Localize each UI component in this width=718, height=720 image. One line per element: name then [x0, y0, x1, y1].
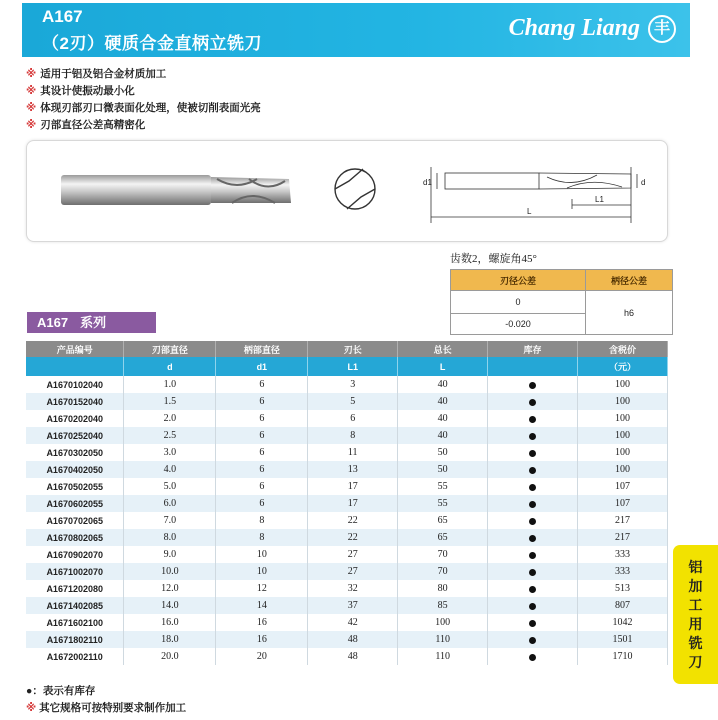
value-cell: 6 [216, 461, 308, 478]
spec-table [26, 341, 668, 665]
value-cell: 8 [308, 427, 398, 444]
cross-section-icon [335, 169, 375, 209]
stock-dot-icon [529, 569, 536, 576]
value-cell: 1710 [578, 648, 668, 665]
series-code: A167 [37, 315, 69, 330]
product-code-cell: A1670902070 [26, 546, 124, 563]
stock-dot-icon [529, 535, 536, 542]
value-cell: 7.0 [124, 512, 216, 529]
table-row [26, 546, 668, 563]
value-cell: 14 [216, 597, 308, 614]
asterisk-mark-icon: ※ [26, 85, 37, 97]
value-cell: 27 [308, 563, 398, 580]
value-cell: 18.0 [124, 631, 216, 648]
stock-dot-icon [529, 450, 536, 457]
side-tab-char: 铝 [688, 559, 703, 575]
value-cell: 100 [398, 614, 488, 631]
table-subheader-row [26, 357, 668, 376]
value-cell: 10.0 [124, 563, 216, 580]
product-code-cell: A1671002070 [26, 563, 124, 580]
tolerance-header-blade: 刃径公差 [451, 270, 586, 291]
value-cell: 40 [398, 376, 488, 393]
stock-dot-icon [529, 399, 536, 406]
value-cell: 22 [308, 512, 398, 529]
blade-tolerance-lower: -0.020 [451, 314, 586, 335]
table-row [26, 631, 668, 648]
table-row [26, 580, 668, 597]
table-row [26, 427, 668, 444]
table-header-row [26, 341, 668, 357]
stock-cell [488, 495, 578, 512]
value-cell: 8.0 [124, 529, 216, 546]
column-header: 库存 [488, 341, 578, 357]
table-row [26, 597, 668, 614]
value-cell: 16 [216, 614, 308, 631]
spec-table-body [26, 376, 668, 665]
stock-cell [488, 529, 578, 546]
column-subheader: d1 [216, 357, 308, 376]
value-cell: 807 [578, 597, 668, 614]
value-cell: 6 [216, 444, 308, 461]
table-row [26, 393, 668, 410]
stock-cell [488, 563, 578, 580]
product-code-cell: A1671802110 [26, 631, 124, 648]
product-code-cell: A1670802065 [26, 529, 124, 546]
column-subheader: （元） [578, 357, 668, 376]
value-cell: 70 [398, 563, 488, 580]
feature-item [26, 100, 261, 117]
column-subheader [488, 357, 578, 376]
value-cell: 6 [308, 410, 398, 427]
value-cell: 100 [578, 393, 668, 410]
value-cell: 1042 [578, 614, 668, 631]
dimension-drawing [431, 167, 637, 223]
product-code-cell: A1670102040 [26, 376, 124, 393]
value-cell: 40 [398, 410, 488, 427]
product-code-cell: A1670602055 [26, 495, 124, 512]
value-cell: 333 [578, 563, 668, 580]
footnote-item [26, 700, 186, 717]
value-cell: 6.0 [124, 495, 216, 512]
value-cell: 217 [578, 512, 668, 529]
stock-cell [488, 512, 578, 529]
feature-text: 体现刃部刃口微表面化处理，使被切削表面光亮 [40, 102, 261, 114]
column-subheader: L [398, 357, 488, 376]
footnote-text: 其它规格可按特别要求制作加工 [36, 702, 187, 714]
stock-dot-icon [529, 586, 536, 593]
stock-cell [488, 461, 578, 478]
footnote-text: ：表示有库存 [32, 685, 96, 697]
feature-item [26, 83, 261, 100]
product-code: A167 [42, 7, 83, 26]
value-cell: 513 [578, 580, 668, 597]
stock-dot-icon [529, 484, 536, 491]
table-row [26, 495, 668, 512]
column-header: 含税价 [578, 341, 668, 357]
product-code-cell: A1671602100 [26, 614, 124, 631]
stock-cell [488, 631, 578, 648]
category-side-tab [673, 545, 718, 684]
value-cell: 70 [398, 546, 488, 563]
side-tab-char: 铣 [688, 635, 703, 651]
brand-logo-icon: 丰 [648, 15, 676, 43]
asterisk-mark-icon: ※ [26, 702, 37, 714]
value-cell: 80 [398, 580, 488, 597]
value-cell: 100 [578, 376, 668, 393]
side-tab-char: 刀 [688, 654, 703, 670]
stock-dot-icon [529, 501, 536, 508]
end-mill-photo [61, 175, 291, 205]
dim-label-d: d [641, 178, 646, 187]
value-cell: 110 [398, 631, 488, 648]
stock-cell [488, 393, 578, 410]
value-cell: 27 [308, 546, 398, 563]
value-cell: 107 [578, 495, 668, 512]
blade-tolerance-upper: 0 [451, 291, 586, 314]
value-cell: 8 [216, 512, 308, 529]
column-subheader [26, 357, 124, 376]
stock-dot-icon [529, 654, 536, 661]
asterisk-mark-icon: ※ [26, 102, 37, 114]
value-cell: 6 [216, 410, 308, 427]
value-cell: 13 [308, 461, 398, 478]
value-cell: 6 [216, 427, 308, 444]
series-text: 系列 [80, 315, 107, 330]
tolerance-table [450, 269, 673, 335]
product-code-cell: A1670702065 [26, 512, 124, 529]
value-cell: 107 [578, 478, 668, 495]
stock-dot-icon [529, 416, 536, 423]
stock-dot-icon [529, 518, 536, 525]
table-row [26, 512, 668, 529]
stock-cell [488, 580, 578, 597]
product-code-cell: A1670252040 [26, 427, 124, 444]
side-tab-char: 工 [688, 597, 703, 613]
stock-dot-icon: ● [26, 685, 33, 697]
value-cell: 110 [398, 648, 488, 665]
table-row [26, 410, 668, 427]
side-tab-char: 用 [688, 616, 703, 632]
value-cell: 40 [398, 393, 488, 410]
product-code-cell: A1671202080 [26, 580, 124, 597]
feature-text: 刃部直径公差高精密化 [40, 119, 146, 131]
value-cell: 12.0 [124, 580, 216, 597]
dim-label-L: L [527, 207, 532, 216]
value-cell: 11 [308, 444, 398, 461]
value-cell: 48 [308, 631, 398, 648]
asterisk-mark-icon: ※ [26, 68, 37, 80]
value-cell: 100 [578, 461, 668, 478]
value-cell: 100 [578, 427, 668, 444]
column-subheader: L1 [308, 357, 398, 376]
value-cell: 1.0 [124, 376, 216, 393]
column-header: 刃长 [308, 341, 398, 357]
table-row [26, 529, 668, 546]
stock-dot-icon [529, 620, 536, 627]
value-cell: 65 [398, 529, 488, 546]
table-row [26, 478, 668, 495]
value-cell: 5 [308, 393, 398, 410]
tool-illustration [27, 141, 667, 241]
product-code-cell: A1670402050 [26, 461, 124, 478]
value-cell: 4.0 [124, 461, 216, 478]
value-cell: 333 [578, 546, 668, 563]
value-cell: 3 [308, 376, 398, 393]
page-header [22, 3, 690, 57]
value-cell: 32 [308, 580, 398, 597]
value-cell: 217 [578, 529, 668, 546]
value-cell: 48 [308, 648, 398, 665]
value-cell: 2.0 [124, 410, 216, 427]
value-cell: 6 [216, 393, 308, 410]
value-cell: 1501 [578, 631, 668, 648]
stock-dot-icon [529, 467, 536, 474]
feature-list [26, 66, 261, 134]
value-cell: 6 [216, 376, 308, 393]
value-cell: 14.0 [124, 597, 216, 614]
value-cell: 40 [398, 427, 488, 444]
value-cell: 42 [308, 614, 398, 631]
stock-cell [488, 597, 578, 614]
value-cell: 17 [308, 478, 398, 495]
feature-item [26, 117, 261, 134]
value-cell: 10 [216, 546, 308, 563]
side-tab-char: 加 [688, 578, 703, 594]
table-row [26, 563, 668, 580]
value-cell: 12 [216, 580, 308, 597]
stock-cell [488, 614, 578, 631]
value-cell: 100 [578, 444, 668, 461]
tolerance-header-shank: 柄径公差 [586, 270, 673, 291]
value-cell: 50 [398, 461, 488, 478]
stock-cell [488, 376, 578, 393]
value-cell: 17 [308, 495, 398, 512]
shank-tolerance: h6 [586, 291, 673, 335]
value-cell: 50 [398, 444, 488, 461]
footnotes [26, 683, 186, 717]
value-cell: 65 [398, 512, 488, 529]
value-cell: 5.0 [124, 478, 216, 495]
stock-cell [488, 410, 578, 427]
value-cell: 22 [308, 529, 398, 546]
asterisk-mark-icon: ※ [26, 119, 37, 131]
table-row [26, 461, 668, 478]
column-header: 柄部直径 [216, 341, 308, 357]
column-header: 刃部直径 [124, 341, 216, 357]
table-row [26, 444, 668, 461]
value-cell: 55 [398, 495, 488, 512]
stock-cell [488, 478, 578, 495]
feature-text: 其设计使振动最小化 [40, 85, 135, 97]
series-label [27, 312, 156, 333]
value-cell: 16 [216, 631, 308, 648]
dim-label-d1: d1 [423, 178, 432, 187]
feature-item [26, 66, 261, 83]
value-cell: 1.5 [124, 393, 216, 410]
value-cell: 6 [216, 495, 308, 512]
tool-drawing-panel [26, 140, 668, 242]
stock-dot-icon [529, 433, 536, 440]
table-row [26, 614, 668, 631]
value-cell: 85 [398, 597, 488, 614]
dim-label-L1: L1 [595, 195, 604, 204]
stock-dot-icon [529, 382, 536, 389]
product-title: （2刃）硬质合金直柄立铣刀 [42, 34, 262, 53]
stock-cell [488, 546, 578, 563]
value-cell: 16.0 [124, 614, 216, 631]
value-cell: 3.0 [124, 444, 216, 461]
brand-name: Chang Liang [508, 15, 640, 41]
product-code-cell: A1670202040 [26, 410, 124, 427]
value-cell: 100 [578, 410, 668, 427]
value-cell: 20.0 [124, 648, 216, 665]
stock-dot-icon [529, 603, 536, 610]
stock-dot-icon [529, 552, 536, 559]
stock-cell [488, 444, 578, 461]
column-header: 总长 [398, 341, 488, 357]
value-cell: 8 [216, 529, 308, 546]
value-cell: 55 [398, 478, 488, 495]
value-cell: 37 [308, 597, 398, 614]
value-cell: 20 [216, 648, 308, 665]
value-cell: 10 [216, 563, 308, 580]
value-cell: 2.5 [124, 427, 216, 444]
table-row [26, 648, 668, 665]
footnote-item [26, 683, 186, 700]
value-cell: 6 [216, 478, 308, 495]
column-header: 产品编号 [26, 341, 124, 357]
feature-text: 适用于铝及铝合金材质加工 [40, 68, 167, 80]
teeth-note: 齿数2，螺旋角45° [450, 253, 537, 265]
product-code-cell: A1672002110 [26, 648, 124, 665]
table-row [26, 376, 668, 393]
product-code-cell: A1670152040 [26, 393, 124, 410]
stock-cell [488, 648, 578, 665]
stock-cell [488, 427, 578, 444]
product-code-cell: A1670502055 [26, 478, 124, 495]
product-code-cell: A1670302050 [26, 444, 124, 461]
column-subheader: d [124, 357, 216, 376]
product-code-cell: A1671402085 [26, 597, 124, 614]
value-cell: 9.0 [124, 546, 216, 563]
stock-dot-icon [529, 637, 536, 644]
